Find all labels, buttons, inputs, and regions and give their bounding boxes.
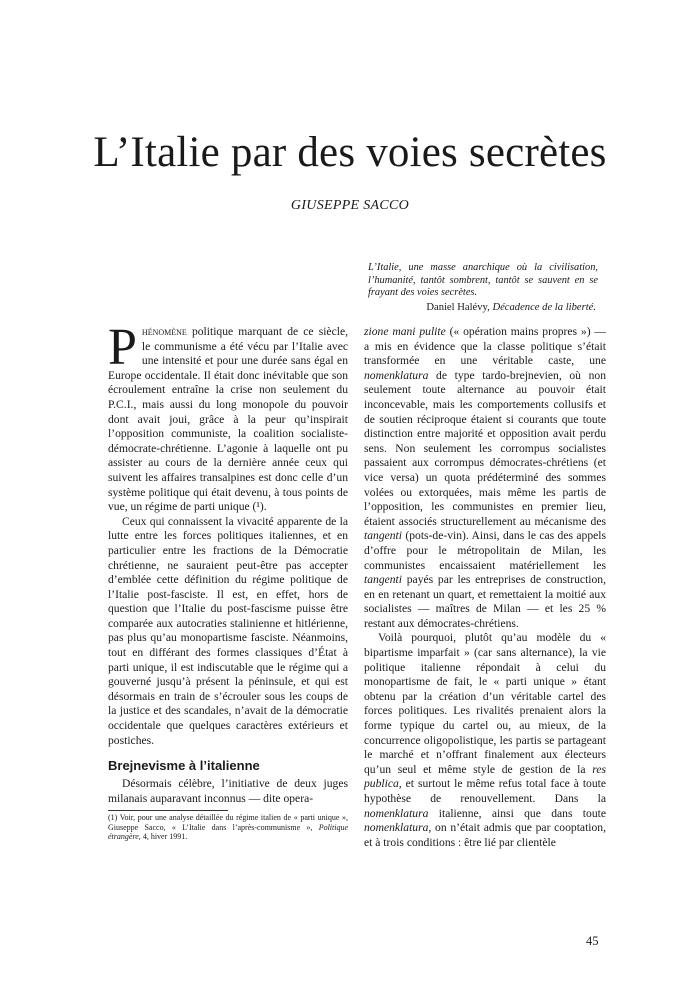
italic-operation-name: zione mani pulite: [364, 325, 446, 338]
paragraph-4-text-d: payés par les entreprises de construction, en en retenant un quart, et remettaient la moitié aux socialistes — maîtres de Milan — et les 25 % restant aux démocrates-chrétiens.: [364, 573, 606, 630]
italic-nomenklatura-2: nomenklatura: [364, 806, 429, 820]
article-title: L’Italie par des voies secrètes: [93, 129, 607, 176]
right-column: [364, 325, 606, 850]
left-column: [108, 319, 349, 842]
paragraph-1: [108, 319, 348, 515]
italic-nomenklatura-3: nomenklatura,: [364, 821, 432, 835]
page-number: 45: [586, 934, 599, 948]
section-heading: Brejnevisme à l’italienne: [108, 758, 260, 774]
footnote-end: 4, hiver 1991.: [140, 832, 188, 842]
italic-nomenklatura: nomenklatura: [364, 368, 429, 382]
footnote-text: (1) Voir, pour une analyse détaillée du régime italien de « parti unique », Giuseppe Sacco, « L’Italie dans l’après-communisme »,: [108, 813, 348, 832]
paragraph-5-text-d: on n’était admis que par cooptation, et à trois conditions : être lié par clientèle: [364, 821, 606, 849]
paragraph-2: Ceux qui connaissent la vivacité apparente de la lutte entre les forces politiques italiennes, et en particulier entre les fractions de la Démocratie chrétienne, ne sauraient peut-être pas accepter d’emblée cette définition du régime politique de l’Italie post-fasciste. Il est, en effet, hors de question que l’Italie du post-fascisme puisse être comparée aux autocraties stalinienne et hitlérienne, pas plus qu’au monopartisme fasciste. Néanmoins, tout en différant des formes classiques d’État à parti unique, il est indiscutable que le régime qui a gouverné jusqu’à présent la péninsule, et qui est désormais en train de s’écrouler sous les coups de la justice et des scandales, n’avait de la démocratie occidentale que quelques caractères extérieurs et postiches.: [108, 514, 348, 747]
epigraph-attribution: [368, 301, 596, 314]
paragraph-5: [364, 631, 606, 850]
paragraph-5-text-a: Voilà pourquoi, plutôt qu’au modèle du « bipartisme imparfait » (car sans alternance), la vie politique italienne répondait à celui du monopartisme de fait, le « parti unique » étant obtenu par la création d’un véritable cartel des forces politiques. Les rivalités prenaient alors la forme typique du cartel ou, au mieux, de la concurrence oligopolistique, les partis se partageant le marché et n’offrant finalement aux électeurs qu’un seul et même style de gestion de la: [364, 631, 606, 776]
epigraph-author: Daniel Halévy,: [426, 302, 490, 313]
opening-word: hénomène: [141, 325, 187, 338]
italic-tangenti-2: tangenti: [364, 573, 402, 587]
drop-cap: P: [108, 319, 137, 376]
paragraph-5-text-c: italienne, ainsi que dans toute: [428, 806, 606, 820]
paragraph-4-text-a: (« opération mains propres ») — a mis en évidence que la classe politique s’était transformée en une véritable caste, une: [364, 325, 606, 368]
epigraph-book: Décadence de la liberté.: [492, 302, 596, 313]
author-name: GIUSEPPE SACCO: [290, 198, 410, 213]
footnote-journal: Politique étrangère,: [108, 822, 349, 842]
paragraph-1-text: politique marquant de ce siècle, le communisme a été vécu par l’Italie avec une intensité et pour une durée sans égal en Europe occidentale. Il était donc inévitable que son écroulement entraîne la crise non seulement du P.C.I., mais aussi du long monopole du pouvoir dont avait joui, grâce à la peur qu’inspirait l’opposition communiste, la coalition socialiste-démocrate-chrétienne. L’agonie à laquelle ont pu assister au cours de la dernière année ceux qui suivent les affaires transalpines est donc celle d’un système politique qui était devenu, à tous points de vue, un régime de parti unique (¹).: [108, 325, 348, 514]
paragraph-3: Désormais célèbre, l’initiative de deux juges milanais auparavant inconnus — dite opera-: [108, 777, 348, 805]
epigraph-quote: L’Italie, une masse anarchique où la civilisation, l’humanité, tantôt sombrent, tantôt se sauvent en se frayant des voies secrètes.: [368, 262, 598, 299]
italic-res-publica: res publica,: [364, 762, 606, 791]
footnote: [108, 813, 348, 841]
footnote-divider: [108, 810, 228, 811]
paragraph-5-text-b: et surtout le même refus total face à toute hypothèse de renouvellement. Dans la: [364, 777, 606, 805]
italic-tangenti: tangenti: [364, 529, 402, 543]
paragraph-4: [364, 325, 606, 631]
paragraph-4-text-c: (pots-de-vin). Ainsi, dans le cas des appels d’offre pour le métropolitain de Milan, les communistes encaissaient matériellement les: [364, 529, 606, 572]
paragraph-4-text-b: de type tardo-brejnevien, où non seulement toute alternance au pouvoir était inconcevable, mais les comportements collusifs et de soutien réciproque étaient si courants que toute distinction entre majorité et opposition avait perdu sens. Non seulement les corrompus socialistes passaient aux corrompus démocrates-chrétiens (et vice versa) un quota prédéterminé des sommes volées ou extorquées, mais même les partis de l’opposition, les communistes en premier lieu, étaient associés structurellement au mécanisme des: [364, 368, 606, 528]
